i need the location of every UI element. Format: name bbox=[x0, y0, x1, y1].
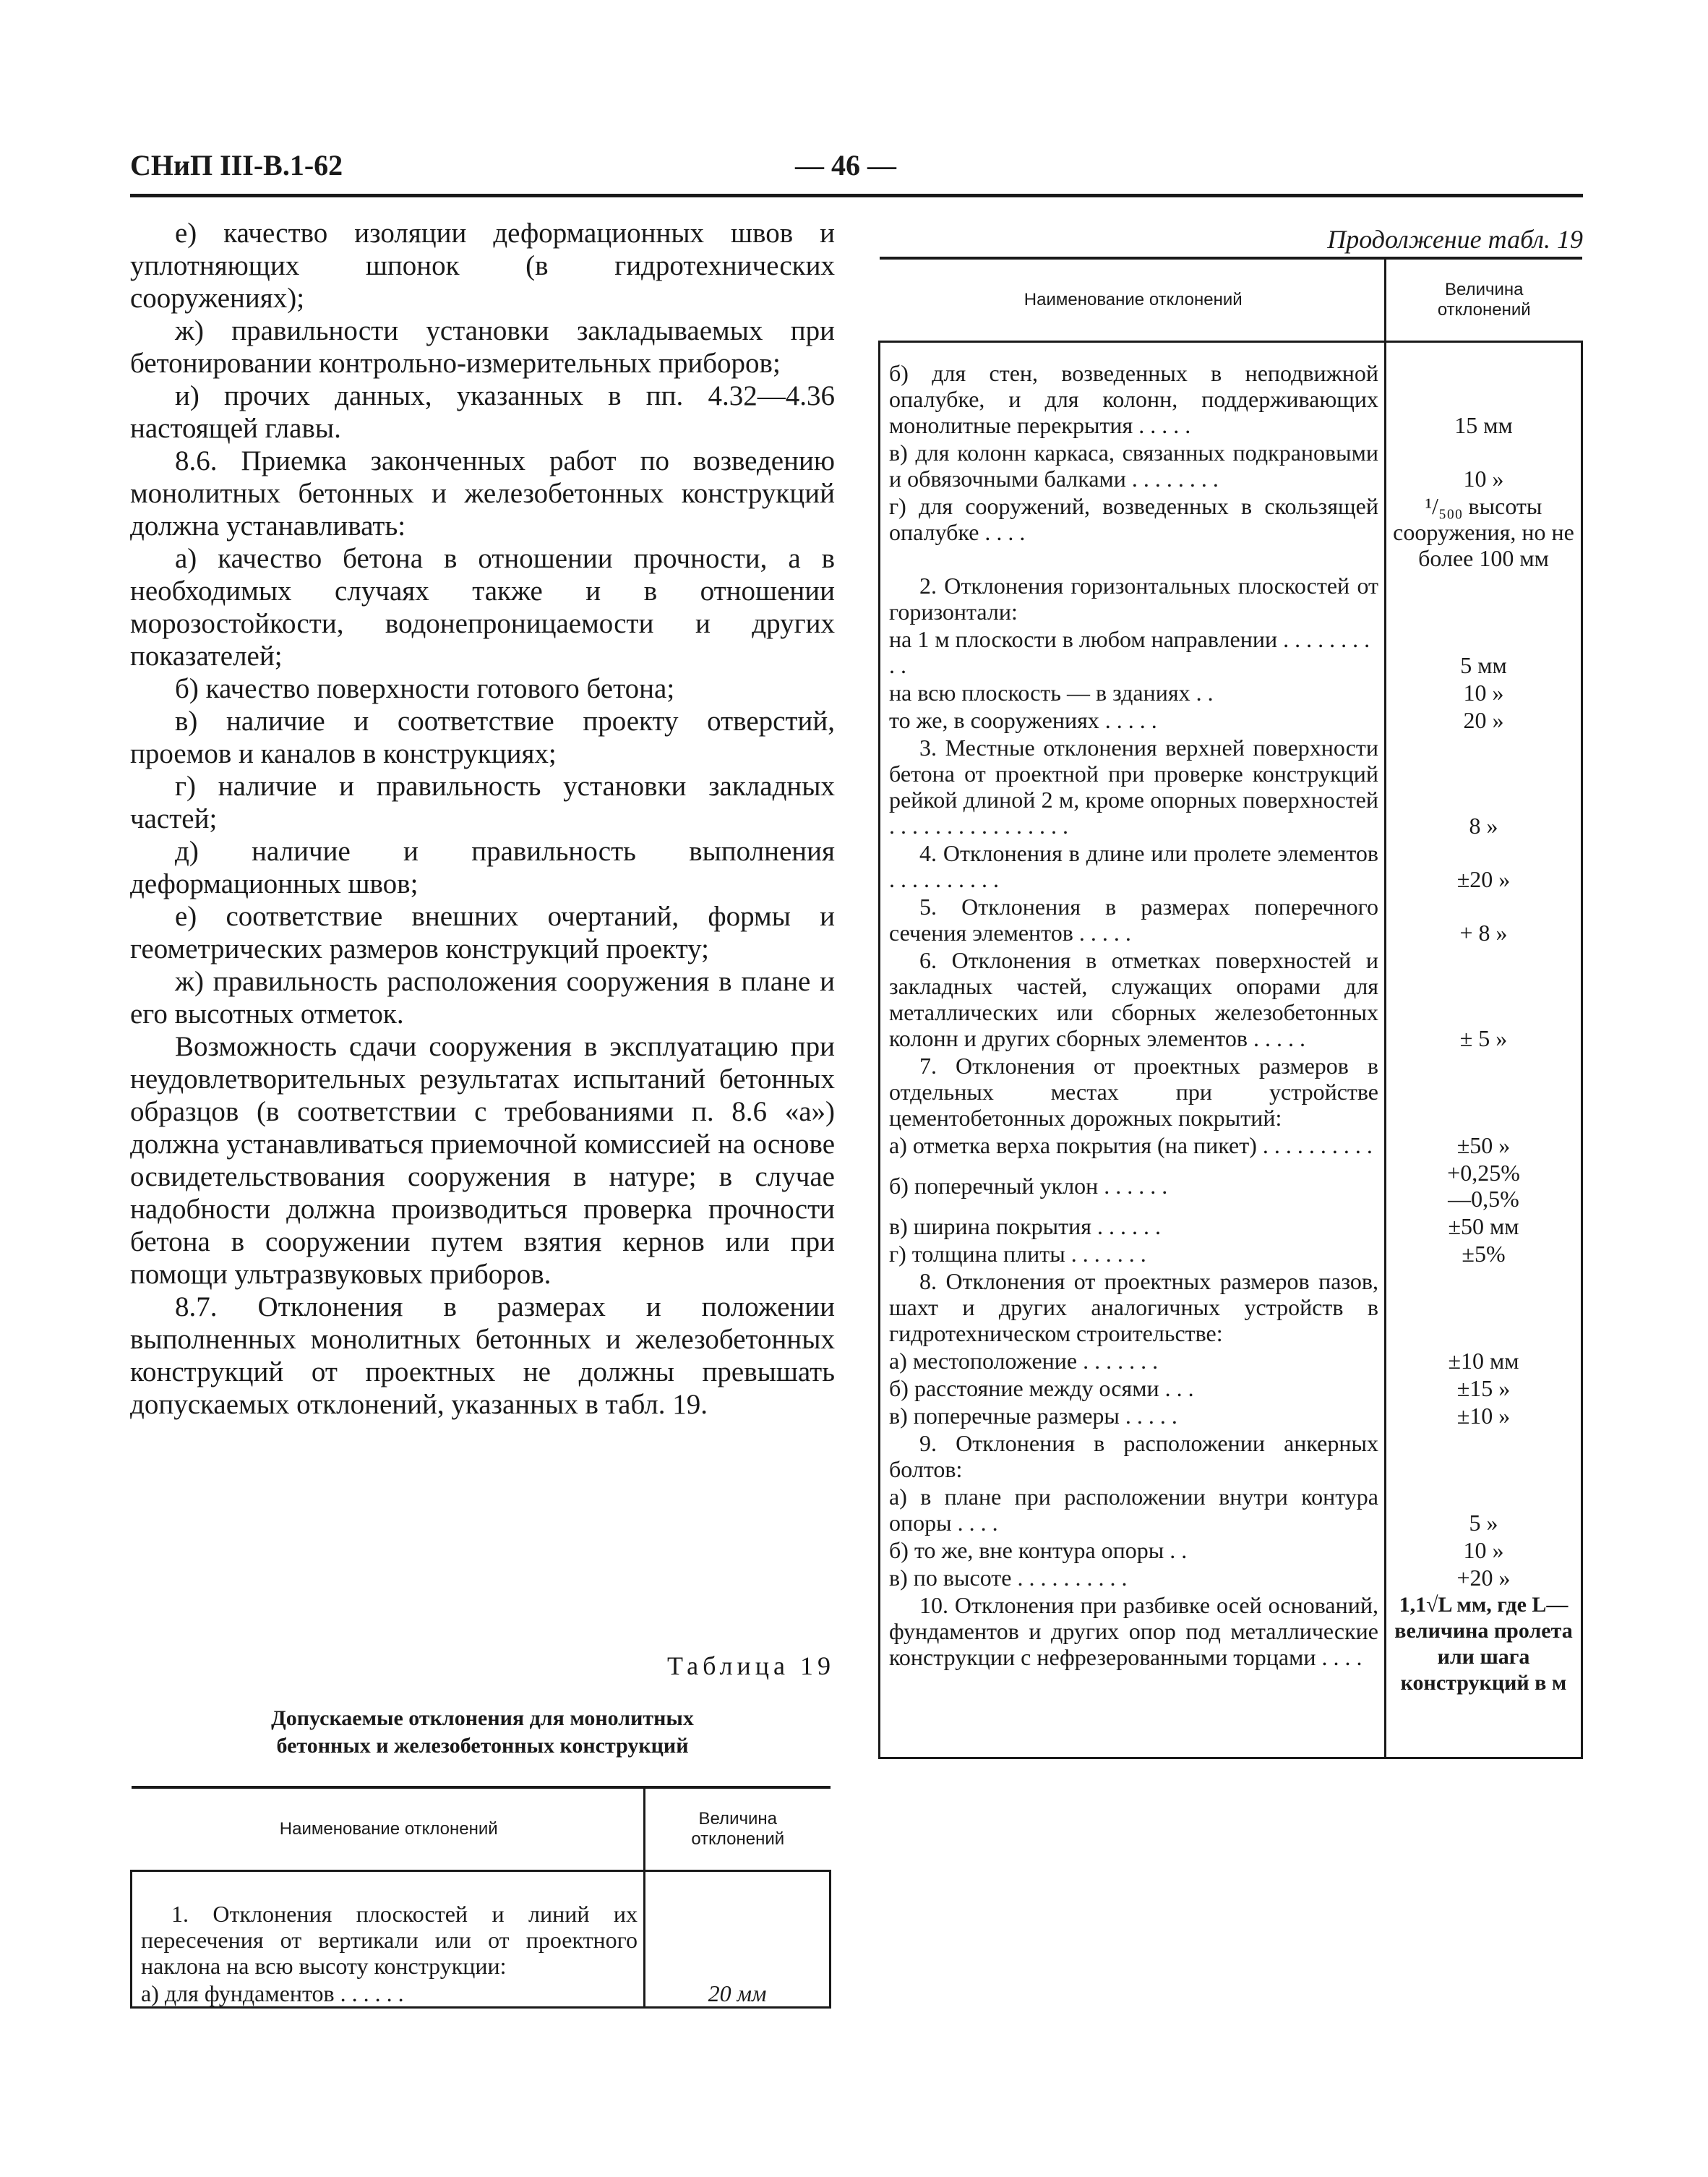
table-caption bbox=[130, 1705, 835, 1760]
table-row: 2. Отклонения горизонтальных плоскостей от горизонтали: bbox=[880, 571, 1386, 625]
table-value: 10 » bbox=[1386, 438, 1582, 492]
table-value: 10 » bbox=[1386, 1536, 1582, 1563]
page-header bbox=[130, 148, 1583, 199]
column-header-name: Наименование отклонений bbox=[132, 1787, 645, 1871]
table-row: г) толщина плиты . . . . . . . bbox=[880, 1239, 1386, 1267]
table-value: ± 5 » bbox=[1386, 946, 1582, 1051]
table-row: на всю плоскость — в зданиях . . bbox=[880, 678, 1386, 706]
list-item: д) наличие и правильность выполнения деформационных швов; bbox=[130, 836, 835, 899]
table-row: 3. Местные отклонения верхней поверхности бетона от проектной при проверке конструкций рейкой длиной 2 м, кроме опорных поверхностей . . . . . . . . . . . . . . . . bbox=[880, 733, 1386, 839]
column-header-value: Величина отклонений bbox=[1386, 258, 1582, 342]
table-row: б) поперечный уклон . . . . . . bbox=[880, 1158, 1386, 1212]
table-row: а) местоположение . . . . . . . bbox=[880, 1346, 1386, 1374]
caption-line: Допускаемые отклонения для монолитных bbox=[271, 1706, 694, 1730]
caption-line: бетонных и железобетонных конструкций bbox=[276, 1734, 689, 1758]
table-value: ±5% bbox=[1386, 1239, 1582, 1267]
paragraph-e: е) качество изоляции деформационных швов и уплотняющих шпонок (в гидротехнических сооружениях); bbox=[130, 218, 835, 314]
document-code: СНиП III-В.1-62 bbox=[130, 149, 343, 181]
list-item: г) наличие и правильность установки закладных частей; bbox=[130, 771, 835, 834]
table-value: 1,1√L мм, где L—величина пролета или шага конструкций в м bbox=[1386, 1591, 1582, 1758]
list-item: ж) правильность расположения сооружения в плане и его высотных отметок. bbox=[130, 966, 835, 1030]
table-row: то же, в сооружениях . . . . . bbox=[880, 706, 1386, 733]
paragraph-8-6: 8.6. Приемка законченных работ по возведению монолитных бетонных и железобетонных конструкций должна устанавливать: bbox=[130, 445, 835, 542]
table-value: ±50 » bbox=[1386, 1131, 1582, 1158]
table-row: в) поперечные размеры . . . . . bbox=[880, 1401, 1386, 1429]
table-row: 7. Отклонения от проектных размеров в отдельных местах при устройстве цементобетонных дорожных покрытий: bbox=[880, 1051, 1386, 1131]
table-right-part bbox=[878, 257, 1583, 1759]
table-value: 5 мм bbox=[1386, 625, 1582, 678]
table-value: + 8 » bbox=[1386, 892, 1582, 946]
page-number: — 46 — bbox=[795, 149, 896, 181]
table-value: 20 » bbox=[1386, 706, 1582, 733]
table-label: Таблица 19 bbox=[667, 1651, 835, 1680]
table-row: г) для сооружений, возведенных в скользящей опалубке . . . . bbox=[880, 492, 1386, 571]
table-value: 20 мм bbox=[645, 1979, 831, 2008]
table-value: ±20 » bbox=[1386, 839, 1582, 892]
table-value: ±10 мм bbox=[1386, 1346, 1582, 1374]
paragraph-acceptance: Возможность сдачи сооружения в эксплуатацию при неудовлетворительных результатах испытаний бетонных образцов (в соответствии с требованиями п. 8.6 «а») должна устанавливаться приемочной комиссией на основе освидетельствования сооружения в натуре; в случае надобности должна производиться проверка прочности бетона в сооружении путем взятия кернов или при помощи ультразвуковых приборов. bbox=[130, 1031, 835, 1290]
table-row: а) в плане при расположении внутри контура опоры . . . . bbox=[880, 1482, 1386, 1536]
list-item: в) наличие и соответствие проекту отверстий, проемов и каналов в конструкциях; bbox=[130, 706, 835, 769]
paragraph-i: и) прочих данных, указанных в пп. 4.32—4.36 настоящей главы. bbox=[130, 380, 835, 444]
column-header-name: Наименование отклонений bbox=[880, 258, 1386, 342]
table-row: а) отметка верха покрытия (на пикет) . . . . . . . . . . bbox=[880, 1131, 1386, 1158]
table-row: на 1 м плоскости в любом направлении . . . . . . . . . . bbox=[880, 625, 1386, 678]
continuation-label: Продолжение табл. 19 bbox=[1327, 225, 1583, 254]
table-value: ±50 мм bbox=[1386, 1212, 1582, 1239]
list-item: б) качество поверхности готового бетона; bbox=[175, 673, 675, 704]
table-value: +20 » bbox=[1386, 1563, 1582, 1591]
table-value: ¹/₅₀₀ высоты сооружения, но не более 100 мм bbox=[1386, 492, 1582, 571]
table-row: б) расстояние между осями . . . bbox=[880, 1374, 1386, 1401]
table-value: 8 » bbox=[1386, 733, 1582, 839]
header-rule bbox=[130, 194, 1583, 197]
table-row: в) ширина покрытия . . . . . . bbox=[880, 1212, 1386, 1239]
table-row: б) то же, вне контура опоры . . bbox=[880, 1536, 1386, 1563]
table-row: в) по высоте . . . . . . . . . . bbox=[880, 1563, 1386, 1591]
column-header-value: Величина отклонений bbox=[645, 1787, 831, 1871]
table-value: ±10 » bbox=[1386, 1401, 1582, 1429]
table-row: 4. Отклонения в длине или пролете элементов . . . . . . . . . . bbox=[880, 839, 1386, 892]
table-value: ±15 » bbox=[1386, 1374, 1582, 1401]
table-value: 10 » bbox=[1386, 678, 1582, 706]
table-left-part bbox=[130, 1786, 831, 2009]
list-item: е) соответствие внешних очертаний, формы и геометрических размеров конструкций проекту; bbox=[130, 901, 835, 965]
table-row: в) для колонн каркаса, связанных подкрановыми и обвязочными балками . . . . . . . . bbox=[880, 438, 1386, 492]
table-row: а) для фундаментов . . . . . . bbox=[132, 1979, 645, 2008]
left-column bbox=[130, 217, 835, 1421]
table-row: 6. Отклонения в отметках поверхностей и закладных частей, служащих опорами для металлических или сборных железобетонных колонн и других сборных элементов . . . . . bbox=[880, 946, 1386, 1051]
paragraph-zh: ж) правильности установки закладываемых при бетонировании контрольно-измерительных приборов; bbox=[130, 315, 835, 379]
table-row: 9. Отклонения в расположении анкерных болтов: bbox=[880, 1429, 1386, 1482]
paragraph-8-7: 8.7. Отклонения в размерах и положении выполненных монолитных бетонных и железобетонных конструкций от проектных не должны превышать допускаемых отклонений, указанных в табл. 19. bbox=[130, 1291, 835, 1420]
table-row: 5. Отклонения в размерах поперечного сечения элементов . . . . . bbox=[880, 892, 1386, 946]
list-item: а) качество бетона в отношении прочности, а в необходимых случаях также и в отношении морозостойкости, водонепроницаемости и других показателей; bbox=[130, 543, 835, 672]
table-row: 1. Отклонения плоскостей и линий их пересечения от вертикали или от проектного наклона на всю высоту конструкции: bbox=[132, 1899, 645, 1979]
table-value: +0,25% —0,5% bbox=[1386, 1158, 1582, 1212]
table-row: 8. Отклонения от проектных размеров пазов, шахт и других аналогичных устройств в гидротехническом строительстве: bbox=[880, 1267, 1386, 1346]
table-row: 10. Отклонения при разбивке осей оснований, фундаментов и других опор под металлические конструкции с нефрезерованными торцами . . . . bbox=[880, 1591, 1386, 1758]
table-row: б) для стен, возведенных в неподвижной опалубке, и для колонн, поддерживающих монолитные перекрытия . . . . . bbox=[880, 359, 1386, 438]
table-value: 5 » bbox=[1386, 1482, 1582, 1536]
table-value: 15 мм bbox=[1386, 359, 1582, 438]
